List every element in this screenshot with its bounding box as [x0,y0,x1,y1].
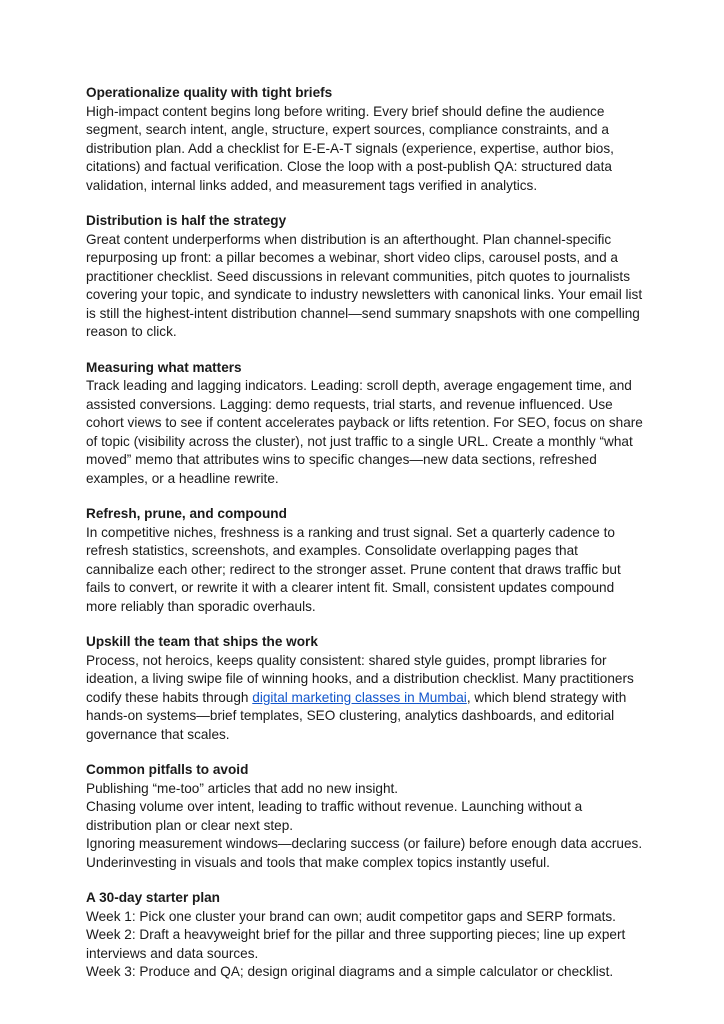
pitfall-line: Underinvesting in visuals and tools that make complex topics instantly useful. [86,854,550,870]
section-refresh-prune [86,505,646,616]
section-heading: Distribution is half the strategy [86,213,287,228]
section-body: In competitive niches, freshness is a ranking and trust signal. Set a quarterly cadence to refresh statistics, screenshots, and examples. Consolidate overlapping pages that cannibalize each other; redirect to the stronger asset. Prune content that draws traffic but fails to convert, or rewrite it with a clearer intent fit. Small, consistent updates compound more reliably than sporadic overhauls. [86,524,621,614]
section-body [86,652,646,745]
section-upskill-team [86,633,646,744]
section-heading: Common pitfalls to avoid [86,762,249,777]
body-text-before-link: Process, not heroics, keeps quality consistent: shared style guides, prompt libraries for ideation, a living swipe file of winning hooks, and a distribution checklist. Many practitioners codify these habits through [86,652,634,705]
section-heading: Upskill the team that ships the work [86,634,318,649]
pitfall-line: Publishing “me-too” articles that add no new insight. [86,780,399,796]
section-measuring [86,359,646,489]
section-body: Great content underperforms when distribution is an afterthought. Plan channel-specific repurposing up front: a pillar becomes a webinar, short video clips, carousel posts, and a practitioner checklist. Seed discussions in relevant communities, pitch quotes to journalists covering your topic, and syndicate to industry newsletters with canonical links. Your email list is still the highest-intent distribution channel—send summary snapshots with one compelling reason to click. [86,231,643,339]
section-operationalize-quality [86,84,646,195]
plan-week-line: Week 3: Produce and QA; design original diagrams and a simple calculator or checklist. [86,964,614,979]
pitfall-line: Chasing volume over intent, leading to traffic without revenue. Launching without a distribution plan or clear next step. [86,799,583,833]
pitfall-line: Ignoring measurement windows—declaring success (or failure) before enough data accrues. [86,836,643,851]
section-starter-plan [86,889,646,982]
digital-marketing-classes-link[interactable]: digital marketing classes in Mumbai [252,689,467,705]
section-common-pitfalls [86,761,646,872]
section-body: Track leading and lagging indicators. Leading: scroll depth, average engagement time, and assisted conversions. Lagging: demo requests, trial starts, and revenue influenced. Use cohort views to see if content accelerates payback or lifts retention. For SEO, focus on share of topic (visibility across the cluster), not just traffic to a single URL. Create a monthly “what moved” memo that attributes wins to specific changes—new data sections, refreshed examples, or a headline rewrite. [86,378,643,486]
body-text-after-link: , which blend strategy with hands-on systems—brief templates, SEO clustering, analytics dashboards, and editorial governance that scales. [86,689,627,742]
document-content [86,84,646,999]
section-heading: Measuring what matters [86,359,242,375]
section-body: High-impact content begins long before writing. Every brief should define the audience segment, search intent, angle, structure, expert sources, compliance constraints, and a distribution plan. Add a checklist for E-E-A-T signals (experience, expertise, author bios, citations) and factual verification. Close the loop with a post-publish QA: structured data validation, internal links added, and measurement tags verified in analytics. [86,103,614,193]
section-heading: Operationalize quality with tight briefs [86,85,333,100]
plan-week-line: Week 1: Pick one cluster your brand can own; audit competitor gaps and SERP formats. [86,908,616,924]
section-heading: Refresh, prune, and compound [86,506,287,521]
section-heading: A 30-day starter plan [86,890,220,905]
section-distribution [86,212,646,342]
plan-week-line: Week 2: Draft a heavyweight brief for the pillar and three supporting pieces; line up expert interviews and data sources. [86,927,626,961]
